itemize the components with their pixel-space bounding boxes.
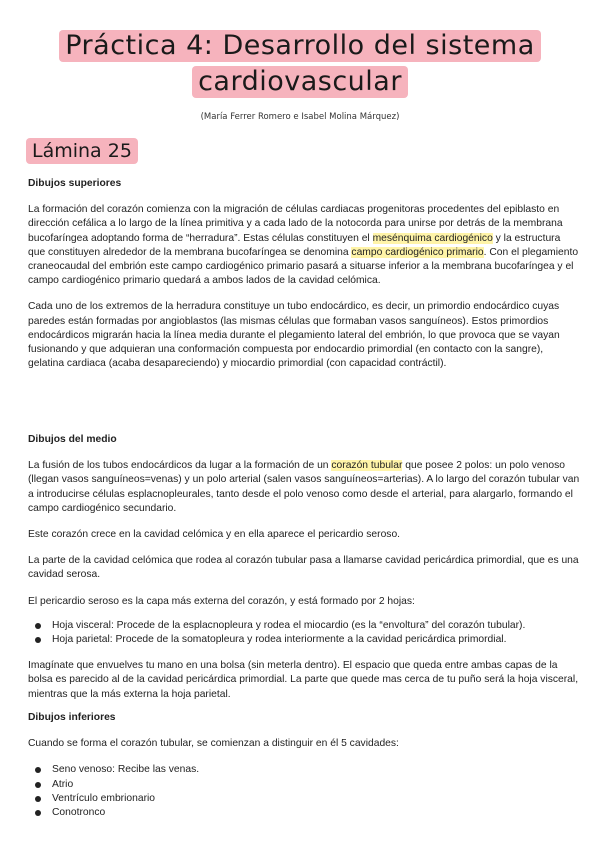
bullet-list bbox=[28, 763, 580, 820]
title-line-2: cardiovascular bbox=[192, 66, 408, 98]
highlight-mesenquima: mesénquima cardiogénico bbox=[372, 232, 493, 244]
paragraph: Este corazón crece en la cavidad celómica y en ella aparece el pericardio seroso. bbox=[28, 529, 401, 541]
highlight-corazon-tubular: corazón tubular bbox=[331, 460, 403, 472]
paragraph: Imagínate que envuelves tu mano en una bolsa (sin meterla dentro). El espacio que queda entre ambas capas de la bolsa es parecido al de la cavidad pericárdica primordial. La parte que quede mas cerca de tu puño será la hoja visceral, mientras que la más externa la hoja parietal. bbox=[28, 660, 579, 700]
list-item: Hoja parietal: Procede de la somatopleura y rodea interiormente a la cavidad pericárdica primordial. bbox=[28, 633, 580, 647]
section-heading: Dibujos del medio bbox=[28, 434, 117, 445]
list-item: Hoja visceral: Procede de la esplacnopleura y rodea el miocardio (es la “envoltura” del corazón tubular). bbox=[28, 619, 580, 633]
paragraph: La formación del corazón comienza con la migración de células cardiacas progenitoras procedentes del epiblasto en dirección cefálica a lo largo de la línea primitiva y a cada lado de la notocorda para unirse por detrás de la membrana bucofaríngea adoptando forma de “herradura”. Estas células constituyen el mesénquima cardiogénico y la estructura que constituyen alrededor de la membrana bucofaríngea se denomina campo cardiogénico primario. Con el plegamiento craneocaudal del embrión este campo cardiogénico primario pasará a situarse inferior a la membrana bucofaríngea y el campo cardiogénico primario quedará a ambos lados de la cavidad celómica. bbox=[28, 204, 579, 287]
list-item: Seno venoso: Recibe las venas. bbox=[28, 763, 580, 777]
section-heading: Dibujos superiores bbox=[28, 178, 122, 189]
paragraph: Cuando se forma el corazón tubular, se comienzan a distinguir en él 5 cavidades: bbox=[28, 738, 399, 750]
section-inferiores bbox=[28, 711, 580, 820]
page-title bbox=[0, 30, 600, 98]
section-medio bbox=[28, 433, 580, 702]
section-superiores bbox=[28, 177, 580, 371]
paragraph: La fusión de los tubos endocárdicos da lugar a la formación de un corazón tubular que posee 2 polos: un polo venoso (llegan vasos sanguíneos=venas) y un polo arterial (salen vasos sanguíneos=arterias). A lo largo del corazón tubular van a introducirse células esplacnopleurales, tanto desde el polo venoso como desde el arterial, para alargarlo, formando el campo cardiogénico secundario. bbox=[28, 460, 580, 514]
title-line-1: Práctica 4: Desarrollo del sistema bbox=[59, 30, 541, 62]
list-item: Atrio bbox=[28, 778, 580, 792]
paragraph: La parte de la cavidad celómica que rodea al corazón tubular pasa a llamarse cavidad pericárdica primordial, que es una cavidad serosa. bbox=[28, 555, 579, 581]
lamina-label: Lámina 25 bbox=[26, 138, 138, 164]
list-item: Conotronco bbox=[28, 806, 580, 820]
paragraph: El pericardio seroso es la capa más externa del corazón, y está formado por 2 hojas: bbox=[28, 595, 415, 607]
authors: (María Ferrer Romero e Isabel Molina Márquez) bbox=[200, 112, 400, 122]
paragraph: Cada uno de los extremos de la herradura constituye un tubo endocárdico, es decir, un primordio endocárdico cuyas paredes están formadas por angioblastos (las mismas células que formaban vasos sanguíneos). Estos primordios endocárdicos migrarán hacia la línea media durante el plegamiento lateral del embrión, lo que provoca que se vayan fusionando y que adquieran una conformación compuesta por endocardio primordial (en contacto con la sangre), gelatina cardiaca (acaba desapareciendo) y miocardio primordial (con capacidad contráctil). bbox=[28, 301, 560, 370]
highlight-campo: campo cardiogénico primario bbox=[351, 246, 484, 258]
section-heading: Dibujos inferiores bbox=[28, 712, 116, 723]
bullet-list bbox=[28, 619, 580, 647]
list-item: Ventrículo embrionario bbox=[28, 792, 580, 806]
